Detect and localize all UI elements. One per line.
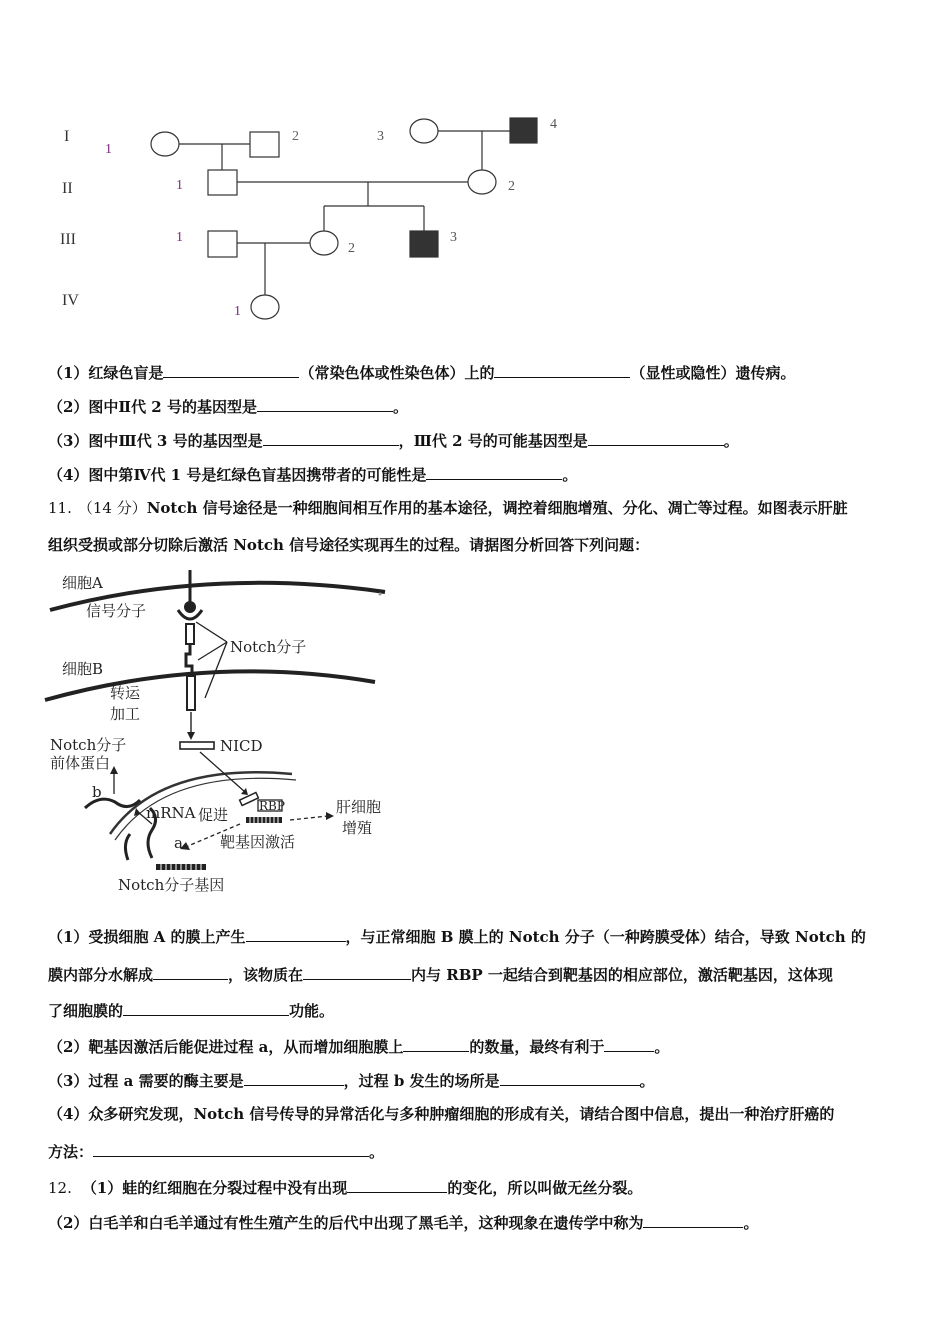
label-liver-1: 肝细胞 xyxy=(336,798,382,816)
q11-part-1-line-3 xyxy=(48,1000,334,1021)
pedigree-label-II-2: 2 xyxy=(508,179,515,194)
label-nicd: NICD xyxy=(220,737,263,755)
q12-number: 12. xyxy=(48,1179,72,1197)
q11-intro-line-1 xyxy=(48,498,848,518)
q11-p1-text-d: ，该物质在 xyxy=(228,966,304,984)
q11-part-3 xyxy=(48,1070,655,1091)
pedigree-label-III-1: 1 xyxy=(176,230,183,245)
q11-p1-text-f: 了细胞膜的 xyxy=(48,1002,124,1020)
nicd-fragment xyxy=(180,742,214,749)
label-a: a xyxy=(174,834,183,852)
q11-intro-text-1: Notch 信号途径是一种细胞间相互作用的基本途径，调控着细胞增殖、分化、凋亡等过程。如图表示肝脏 xyxy=(146,499,848,517)
label-process: 加工 xyxy=(110,705,141,723)
label-cell-b: 细胞B xyxy=(62,660,104,678)
answer-blank[interactable] xyxy=(426,464,562,480)
label-precursor-2: 前体蛋白 xyxy=(50,754,111,772)
q11-number: 11. xyxy=(48,499,72,517)
answer-blank[interactable] xyxy=(153,964,228,980)
q11-p1-text-e: 内与 RBP 一起结合到靶基因的相应部位，激活靶基因，这体现 xyxy=(411,966,833,984)
answer-blank[interactable] xyxy=(494,362,630,378)
pedigree-label-III-3: 3 xyxy=(450,230,457,245)
answer-blank[interactable] xyxy=(403,1036,469,1052)
label-b: b xyxy=(92,783,102,801)
q10-p1-text-b: （常染色体或性染色体）上的 xyxy=(299,364,495,382)
q11-p1-text-g: 功能。 xyxy=(289,1002,335,1020)
q10-p2-text-b: 。 xyxy=(392,398,408,416)
q10-p3-text-b: ，Ⅲ代 2 号的可能基因型是 xyxy=(398,432,588,450)
q12-p2-text-b: 。 xyxy=(743,1214,759,1232)
answer-blank[interactable] xyxy=(604,1036,654,1052)
q12-p1-text-b: 的变化，所以叫做无丝分裂。 xyxy=(447,1179,643,1197)
pedigree-label-I-2: 2 xyxy=(292,129,299,144)
q10-p4-text-a: （4）图中第Ⅳ代 1 号是红绿色盲基因携带者的可能性是 xyxy=(48,466,427,484)
q10-part-1 xyxy=(48,362,795,383)
q10-p1-text-c: （显性或隐性）遗传病。 xyxy=(630,364,796,382)
pedigree-II-2-female xyxy=(468,170,496,194)
pedigree-label-III-2: 2 xyxy=(348,241,355,256)
q11-part-1-line-2 xyxy=(48,964,833,985)
q11-p3-text-a: （3）过程 a 需要的酶主要是 xyxy=(48,1072,244,1090)
q10-p3-text-a: （3）图中Ⅲ代 3 号的基因型是 xyxy=(48,432,263,450)
answer-blank[interactable] xyxy=(123,1000,289,1016)
label-mrna: mRNA xyxy=(146,804,196,822)
generation-label-4: IV xyxy=(62,292,79,309)
answer-blank[interactable] xyxy=(263,430,399,446)
q11-intro-text-2: 组织受损或部分切除后激活 Notch 信号途径实现再生的过程。请据图分析回答下列问题： xyxy=(48,536,650,554)
q10-p1-text-a: （1）红绿色盲是 xyxy=(48,364,164,382)
answer-blank[interactable] xyxy=(257,396,393,412)
label-promote: 促进 xyxy=(198,806,229,824)
label-liver-2: 增殖 xyxy=(342,819,373,837)
label-notch-gene: Notch分子基因 xyxy=(118,876,225,894)
generation-label-1: I xyxy=(64,128,70,145)
q12-p1-text-a: （1）蛙的红细胞在分裂过程中没有出现 xyxy=(81,1179,348,1197)
label-target-gene: 靶基因激活 xyxy=(220,833,296,851)
notch-receptor xyxy=(187,676,195,710)
q11-part-2 xyxy=(48,1036,669,1057)
q11-p4-text-a: （4）众多研究发现，Notch 信号传导的异常活化与多种肿瘤细胞的形成有关，请结合图中信息，提出一种治疗肝癌的 xyxy=(48,1105,835,1123)
q10-part-4 xyxy=(48,464,577,485)
answer-blank[interactable] xyxy=(93,1141,369,1157)
pedigree-label-I-1: 1 xyxy=(105,142,112,157)
pedigree-IV-1-female xyxy=(251,295,279,319)
pedigree-chart xyxy=(0,0,950,340)
signal-molecule xyxy=(184,601,196,613)
q11-part-4-line-2 xyxy=(48,1141,384,1162)
label-cell-a: 细胞A xyxy=(62,574,103,592)
q12-p2-text-a: （2）白毛羊和白毛羊通过有性生殖产生的后代中出现了黑毛羊，这种现象在遗传学中称为 xyxy=(48,1214,644,1232)
label-precursor-1: Notch分子 xyxy=(50,736,127,754)
q10-part-2 xyxy=(48,396,408,417)
pedigree-label-IV-1: 1 xyxy=(234,304,241,319)
q11-part-4-line-1 xyxy=(48,1104,834,1124)
pedigree-III-1-male xyxy=(208,231,237,257)
label-notch-molecule: Notch分子 xyxy=(230,638,307,656)
q11-score: （14 分） xyxy=(77,499,147,517)
generation-label-2: II xyxy=(62,180,73,197)
label-transport: 转运 xyxy=(110,684,141,702)
answer-blank[interactable] xyxy=(244,1070,344,1086)
pedigree-III-2-female xyxy=(310,231,338,255)
answer-blank[interactable] xyxy=(303,964,411,980)
pedigree-label-I-4: 4 xyxy=(550,117,557,132)
label-signal-molecule: 信号分子 xyxy=(86,602,147,620)
notch-pathway-figure xyxy=(40,562,400,902)
label-rbp: RBP xyxy=(259,799,285,813)
pedigree-figure xyxy=(0,0,950,340)
q12-part-2 xyxy=(48,1212,758,1233)
answer-blank[interactable] xyxy=(246,926,346,942)
q11-p2-text-a: （2）靶基因激活后能促进过程 a，从而增加细胞膜上 xyxy=(48,1038,404,1056)
q11-p4-text-c: 。 xyxy=(369,1143,385,1161)
q10-p2-text-a: （2）图中Ⅱ代 2 号的基因型是 xyxy=(48,398,257,416)
pedigree-II-1-male xyxy=(208,170,237,195)
answer-blank[interactable] xyxy=(163,362,299,378)
answer-blank[interactable] xyxy=(643,1212,743,1228)
q11-p4-text-b: 方法： xyxy=(48,1143,94,1161)
q11-p1-text-c: 膜内部分水解成 xyxy=(48,966,154,984)
q10-p3-text-c: 。 xyxy=(723,432,739,450)
q12-part-1 xyxy=(48,1177,642,1198)
q11-p3-text-c: 。 xyxy=(639,1072,655,1090)
q10-part-3 xyxy=(48,430,739,451)
q11-intro-line-2 xyxy=(48,535,649,555)
pedigree-I-2-male xyxy=(250,132,279,157)
answer-blank[interactable] xyxy=(588,430,724,446)
q11-p2-text-c: 。 xyxy=(654,1038,670,1056)
target-gene-dna xyxy=(246,817,282,823)
pedigree-I-4-affected-male xyxy=(510,118,537,143)
pedigree-label-II-1: 1 xyxy=(176,178,183,193)
pedigree-I-1-female xyxy=(151,132,179,156)
generation-label-3: III xyxy=(60,231,76,248)
answer-blank[interactable] xyxy=(347,1177,447,1193)
answer-blank[interactable] xyxy=(500,1070,640,1086)
q11-p3-text-b: ，过程 b 发生的场所是 xyxy=(343,1072,500,1090)
q11-part-1-line-1 xyxy=(48,926,866,947)
q11-p2-text-b: 的数量，最终有利于 xyxy=(469,1038,605,1056)
q10-p4-text-b: 。 xyxy=(562,466,578,484)
pedigree-III-3-affected-male xyxy=(410,231,438,257)
q11-p1-text-a: （1）受损细胞 A 的膜上产生 xyxy=(48,928,246,946)
pedigree-I-3-female xyxy=(410,119,438,143)
q11-p1-text-b: ，与正常细胞 B 膜上的 Notch 分子（一种跨膜受体）结合，导致 Notch 的 xyxy=(345,928,866,946)
pedigree-label-I-3: 3 xyxy=(377,129,384,144)
